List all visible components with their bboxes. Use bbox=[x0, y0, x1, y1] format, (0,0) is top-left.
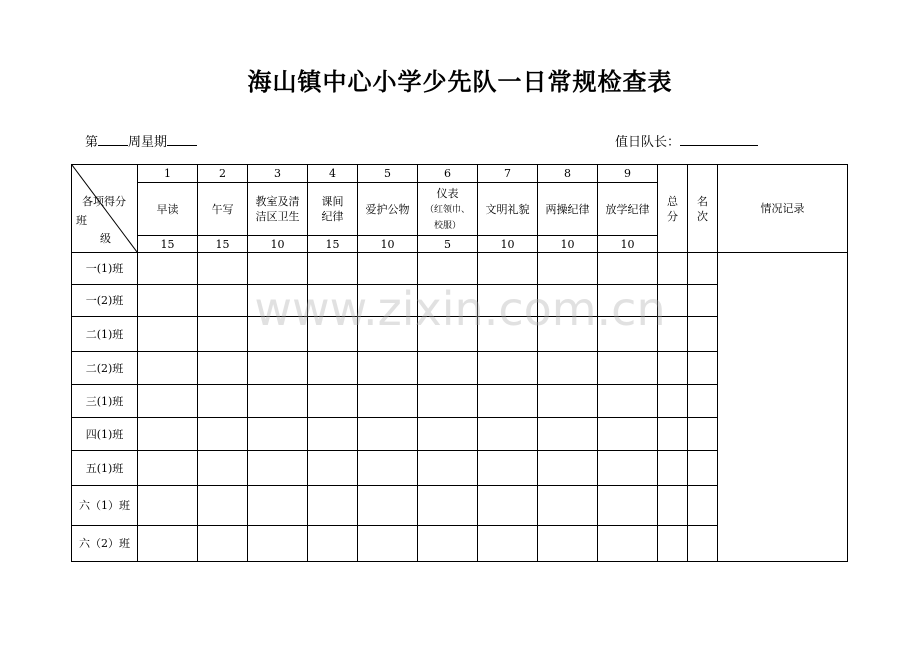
score-cell[interactable] bbox=[538, 352, 598, 385]
col-score-6: 5 bbox=[418, 236, 478, 253]
score-cell[interactable] bbox=[248, 285, 308, 317]
score-cell[interactable] bbox=[658, 253, 688, 285]
score-cell[interactable] bbox=[688, 317, 718, 352]
col-name-4-l1: 课间 bbox=[321, 195, 344, 208]
score-cell[interactable] bbox=[248, 385, 308, 418]
score-cell[interactable] bbox=[358, 486, 418, 526]
notes-header: 情况记录 bbox=[718, 165, 848, 253]
score-cell[interactable] bbox=[598, 352, 658, 385]
col-score-2: 15 bbox=[198, 236, 248, 253]
score-cell[interactable] bbox=[538, 526, 598, 562]
score-cell[interactable] bbox=[358, 253, 418, 285]
score-cell[interactable] bbox=[598, 285, 658, 317]
score-cell[interactable] bbox=[308, 317, 358, 352]
score-cell[interactable] bbox=[658, 352, 688, 385]
col-no-8: 8 bbox=[538, 165, 598, 183]
col-no-9: 9 bbox=[598, 165, 658, 183]
corner-ban-label: 班 bbox=[76, 214, 87, 227]
score-cell[interactable] bbox=[688, 385, 718, 418]
watermark: www.zixin.com.cn bbox=[254, 282, 666, 336]
score-cell[interactable] bbox=[138, 526, 198, 562]
col-name-4 bbox=[308, 183, 358, 236]
col-score-9: 10 bbox=[598, 236, 658, 253]
score-cell[interactable] bbox=[598, 253, 658, 285]
class-name-cell: 六（1）班 bbox=[72, 486, 138, 526]
score-cell[interactable] bbox=[688, 352, 718, 385]
score-cell[interactable] bbox=[478, 352, 538, 385]
class-name-cell: 四(1)班 bbox=[72, 418, 138, 451]
score-cell[interactable] bbox=[598, 317, 658, 352]
score-cell[interactable] bbox=[358, 352, 418, 385]
class-name-cell: 六（2）班 bbox=[72, 526, 138, 562]
score-cell[interactable] bbox=[538, 317, 598, 352]
col-score-7: 10 bbox=[478, 236, 538, 253]
rank-l1: 名 bbox=[697, 194, 708, 208]
col-name-3 bbox=[248, 183, 308, 236]
score-cell[interactable] bbox=[358, 451, 418, 486]
class-name-cell: 三(1)班 bbox=[72, 385, 138, 418]
score-cell[interactable] bbox=[198, 285, 248, 317]
score-cell[interactable] bbox=[138, 451, 198, 486]
col-name-8: 两操纪律 bbox=[538, 183, 598, 236]
score-cell[interactable] bbox=[308, 486, 358, 526]
table-row bbox=[72, 253, 848, 285]
class-name-cell: 二(2)班 bbox=[72, 352, 138, 385]
score-cell[interactable] bbox=[198, 253, 248, 285]
total-l2: 分 bbox=[667, 209, 678, 223]
score-cell[interactable] bbox=[418, 352, 478, 385]
col-score-8: 10 bbox=[538, 236, 598, 253]
score-cell[interactable] bbox=[358, 418, 418, 451]
score-cell[interactable] bbox=[688, 285, 718, 317]
week-blank[interactable] bbox=[98, 133, 128, 146]
score-cell[interactable] bbox=[198, 352, 248, 385]
score-cell[interactable] bbox=[418, 285, 478, 317]
score-cell[interactable] bbox=[538, 418, 598, 451]
score-cell[interactable] bbox=[598, 385, 658, 418]
score-cell[interactable] bbox=[478, 317, 538, 352]
week-mid: 周星期 bbox=[128, 135, 168, 150]
score-cell[interactable] bbox=[658, 418, 688, 451]
score-cell[interactable] bbox=[198, 451, 248, 486]
score-cell[interactable] bbox=[658, 385, 688, 418]
day-blank[interactable] bbox=[167, 133, 197, 146]
score-cell[interactable] bbox=[478, 285, 538, 317]
col-no-1: 1 bbox=[138, 165, 198, 183]
col-name-6 bbox=[418, 183, 478, 236]
col-score-4: 15 bbox=[308, 236, 358, 253]
score-cell[interactable] bbox=[308, 526, 358, 562]
score-cell[interactable] bbox=[478, 385, 538, 418]
score-cell[interactable] bbox=[538, 285, 598, 317]
score-cell[interactable] bbox=[418, 317, 478, 352]
week-line bbox=[85, 131, 197, 150]
score-cell[interactable] bbox=[688, 526, 718, 562]
score-cell[interactable] bbox=[658, 285, 688, 317]
score-cell[interactable] bbox=[598, 418, 658, 451]
score-cell[interactable] bbox=[198, 526, 248, 562]
col-name-4-l2: 纪律 bbox=[321, 210, 344, 223]
score-cell[interactable] bbox=[358, 385, 418, 418]
score-cell[interactable] bbox=[688, 253, 718, 285]
rank-header bbox=[688, 165, 718, 253]
score-cell[interactable] bbox=[308, 352, 358, 385]
monitor-blank[interactable] bbox=[680, 133, 758, 146]
check-table bbox=[71, 164, 848, 562]
rank-l2: 次 bbox=[697, 209, 708, 223]
score-cell[interactable] bbox=[688, 486, 718, 526]
score-cell[interactable] bbox=[138, 285, 198, 317]
week-prefix: 第 bbox=[85, 135, 99, 150]
col-name-3-l1: 教室及清 bbox=[255, 195, 300, 208]
score-cell[interactable] bbox=[658, 451, 688, 486]
score-cell[interactable] bbox=[198, 317, 248, 352]
score-cell[interactable] bbox=[138, 486, 198, 526]
score-cell[interactable] bbox=[598, 486, 658, 526]
score-cell[interactable] bbox=[138, 352, 198, 385]
score-cell[interactable] bbox=[358, 526, 418, 562]
score-cell[interactable] bbox=[198, 486, 248, 526]
score-cell[interactable] bbox=[418, 385, 478, 418]
col-no-3: 3 bbox=[248, 165, 308, 183]
score-cell[interactable] bbox=[538, 385, 598, 418]
score-cell[interactable] bbox=[308, 451, 358, 486]
score-cell[interactable] bbox=[248, 486, 308, 526]
score-cell[interactable] bbox=[478, 418, 538, 451]
score-cell[interactable] bbox=[418, 418, 478, 451]
notes-cell[interactable] bbox=[718, 253, 848, 562]
col-no-7: 7 bbox=[478, 165, 538, 183]
score-cell[interactable] bbox=[308, 253, 358, 285]
total-l1: 总 bbox=[667, 194, 678, 208]
class-rows bbox=[72, 253, 848, 562]
score-cell[interactable] bbox=[248, 418, 308, 451]
col-name-1: 早读 bbox=[138, 183, 198, 236]
col-name-6-l2: （红领巾、 bbox=[424, 204, 470, 215]
col-score-5: 10 bbox=[358, 236, 418, 253]
col-no-6: 6 bbox=[418, 165, 478, 183]
score-cell[interactable] bbox=[478, 486, 538, 526]
score-cell[interactable] bbox=[478, 451, 538, 486]
monitor-line bbox=[615, 131, 758, 150]
score-cell[interactable] bbox=[138, 317, 198, 352]
col-name-9: 放学纪律 bbox=[598, 183, 658, 236]
col-name-6-l3: 校服） bbox=[433, 220, 461, 231]
score-cell[interactable] bbox=[248, 526, 308, 562]
score-cell[interactable] bbox=[418, 486, 478, 526]
class-name-cell: 二(1)班 bbox=[72, 317, 138, 352]
score-cell[interactable] bbox=[198, 385, 248, 418]
score-cell[interactable] bbox=[308, 285, 358, 317]
total-header bbox=[658, 165, 688, 253]
score-cell[interactable] bbox=[658, 317, 688, 352]
score-cell[interactable] bbox=[598, 451, 658, 486]
header-row-numbers bbox=[72, 165, 848, 183]
corner-ji-label: 级 bbox=[100, 232, 111, 245]
col-score-1: 15 bbox=[138, 236, 198, 253]
col-name-6-l1: 仪表 bbox=[436, 186, 459, 200]
col-no-5: 5 bbox=[358, 165, 418, 183]
score-cell[interactable] bbox=[138, 253, 198, 285]
score-cell[interactable] bbox=[308, 385, 358, 418]
score-cell[interactable] bbox=[538, 486, 598, 526]
score-cell[interactable] bbox=[138, 418, 198, 451]
score-cell[interactable] bbox=[248, 317, 308, 352]
score-cell[interactable] bbox=[358, 317, 418, 352]
score-cell[interactable] bbox=[688, 451, 718, 486]
col-name-5: 爱护公物 bbox=[358, 183, 418, 236]
class-name-cell: 五(1)班 bbox=[72, 451, 138, 486]
corner-items-label: 各项得分 bbox=[82, 195, 126, 208]
score-cell[interactable] bbox=[198, 418, 248, 451]
score-cell[interactable] bbox=[598, 526, 658, 562]
score-cell[interactable] bbox=[358, 285, 418, 317]
monitor-label: 值日队长： bbox=[615, 135, 681, 150]
corner-cell bbox=[72, 165, 138, 253]
score-cell[interactable] bbox=[248, 451, 308, 486]
score-cell[interactable] bbox=[478, 526, 538, 562]
score-cell[interactable] bbox=[658, 486, 688, 526]
col-name-2: 午写 bbox=[198, 183, 248, 236]
page-title: 海山镇中心小学少先队一日常规检查表 bbox=[247, 68, 673, 96]
score-cell[interactable] bbox=[688, 418, 718, 451]
score-cell[interactable] bbox=[478, 253, 538, 285]
score-cell[interactable] bbox=[538, 451, 598, 486]
score-cell[interactable] bbox=[538, 253, 598, 285]
score-cell[interactable] bbox=[418, 526, 478, 562]
score-cell[interactable] bbox=[248, 253, 308, 285]
col-name-3-l2: 洁区卫生 bbox=[255, 210, 300, 223]
score-cell[interactable] bbox=[418, 451, 478, 486]
class-name-cell: 一(1)班 bbox=[72, 253, 138, 285]
score-cell[interactable] bbox=[418, 253, 478, 285]
score-cell[interactable] bbox=[248, 352, 308, 385]
score-cell[interactable] bbox=[658, 526, 688, 562]
score-cell[interactable] bbox=[138, 385, 198, 418]
col-no-4: 4 bbox=[308, 165, 358, 183]
col-no-2: 2 bbox=[198, 165, 248, 183]
col-score-3: 10 bbox=[248, 236, 308, 253]
class-name-cell: 一(2)班 bbox=[72, 285, 138, 317]
score-cell[interactable] bbox=[308, 418, 358, 451]
col-name-7: 文明礼貌 bbox=[478, 183, 538, 236]
